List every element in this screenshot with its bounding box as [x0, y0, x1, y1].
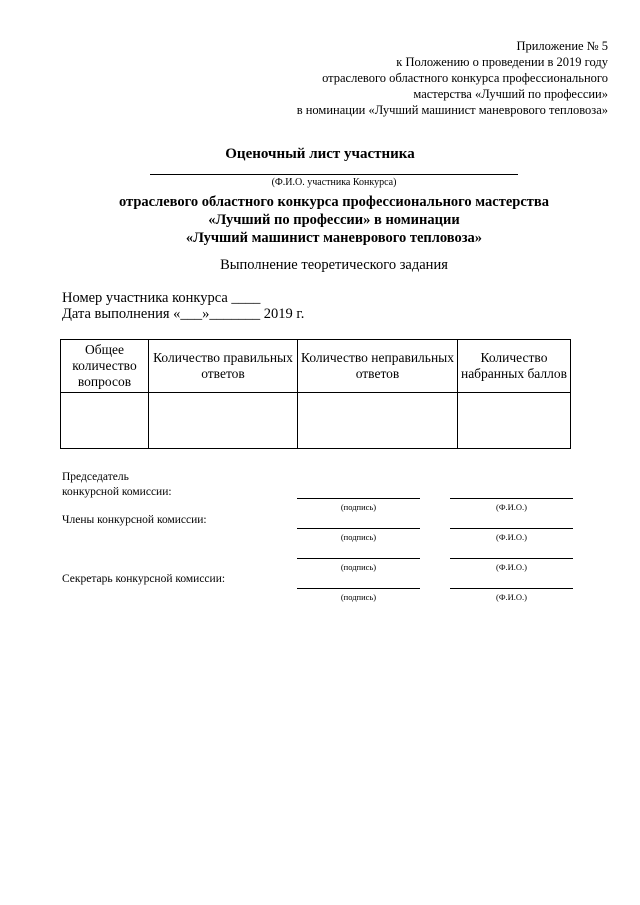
appendix-number: Приложение № 5: [516, 39, 608, 53]
signature-caption: (подпись): [340, 532, 377, 542]
header-score: Количество набранных баллов: [458, 340, 571, 393]
completion-date: Дата выполнения «___»_______ 2019 г.: [62, 306, 305, 322]
signature-caption: (подпись): [340, 502, 377, 512]
participant-name-line: [150, 174, 518, 175]
subtitle-line: «Лучший по профессии» в номинации: [208, 212, 460, 228]
subtitle-line: «Лучший машинист маневрового тепловоза»: [185, 230, 483, 246]
member1-name-line: [450, 528, 573, 529]
secretary-label: Секретарь конкурсной комиссии:: [62, 573, 226, 585]
signature-caption: (подпись): [340, 592, 377, 602]
table-row: [61, 393, 571, 449]
chairman-signature-line: [297, 498, 420, 499]
appendix-line: к Положению о проведении в 2019 году: [396, 55, 608, 69]
score-table: [60, 339, 571, 449]
header-correct-answers: Количество правильных ответов: [149, 340, 298, 393]
name-caption: (Ф.И.О.): [495, 592, 528, 602]
task-title: Выполнение теоретического задания: [220, 257, 448, 273]
name-caption: (Ф.И.О.): [495, 532, 528, 542]
table-header-row: [61, 340, 571, 393]
chairman-name-line: [450, 498, 573, 499]
cell-incorrect-answers[interactable]: [298, 393, 458, 449]
document-subtitle: [0, 193, 640, 247]
participant-number: Номер участника конкурса ____: [62, 290, 261, 306]
member2-name-line: [450, 558, 573, 559]
header-total-questions: Общее количество вопросов: [61, 340, 149, 393]
cell-correct-answers[interactable]: [149, 393, 298, 449]
appendix-line: мастерства «Лучший по профессии»: [413, 87, 608, 101]
secretary-name-line: [450, 588, 573, 589]
participant-name-caption: (Ф.И.О. участника Конкурса): [271, 177, 397, 188]
cell-total-questions[interactable]: [61, 393, 149, 449]
document-title: Оценочный лист участника: [225, 146, 415, 162]
name-caption: (Ф.И.О.): [495, 502, 528, 512]
header-incorrect-answers: Количество неправильных ответов: [298, 340, 458, 393]
members-label: Члены конкурсной комиссии:: [62, 514, 207, 526]
member1-signature-line: [297, 528, 420, 529]
appendix-line: отраслевого областного конкурса профессионального: [322, 71, 608, 85]
subtitle-line: отраслевого областного конкурса профессионального мастерства: [118, 194, 549, 210]
signature-caption: (подпись): [340, 562, 377, 572]
chairman-label-line2: конкурсной комиссии:: [62, 486, 172, 498]
name-caption: (Ф.И.О.): [495, 562, 528, 572]
chairman-label-line1: Председатель: [62, 471, 129, 483]
secretary-signature-line: [297, 588, 420, 589]
appendix-line: в номинации «Лучший машинист маневрового тепловоза»: [296, 103, 608, 117]
cell-score[interactable]: [458, 393, 571, 449]
member2-signature-line: [297, 558, 420, 559]
chairman-label: [62, 470, 172, 500]
appendix-header: [297, 38, 608, 118]
